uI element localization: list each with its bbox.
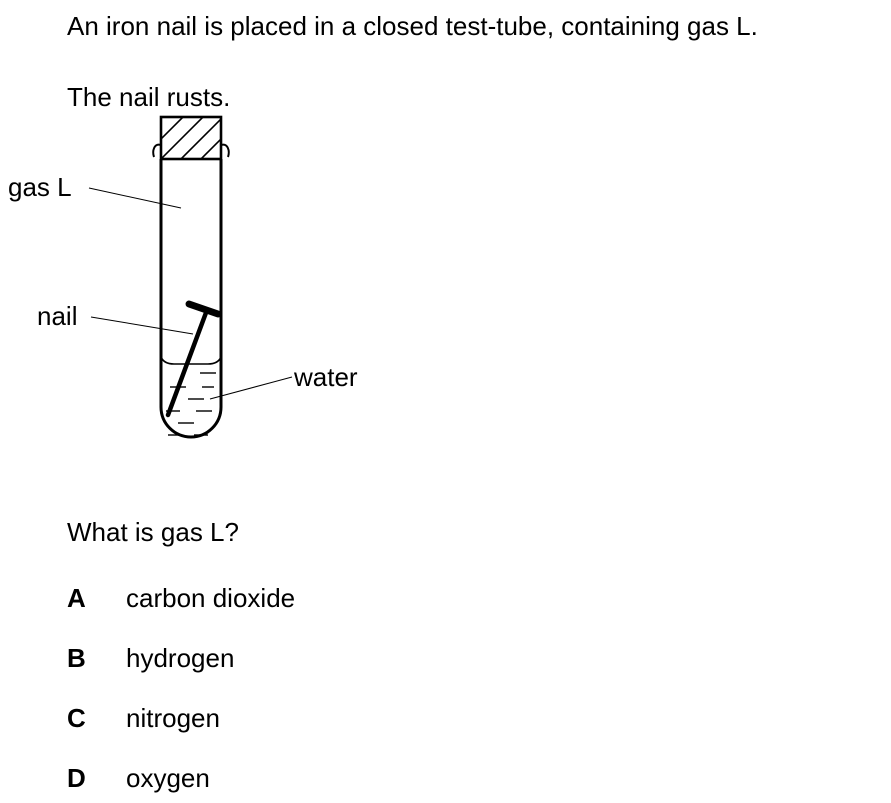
option-c-letter: C xyxy=(67,703,86,733)
stopper xyxy=(141,117,243,159)
nail-label: nail xyxy=(37,301,78,331)
label-leaders xyxy=(89,188,292,399)
option-d-letter: D xyxy=(67,763,86,793)
water-label: water xyxy=(294,362,358,392)
question-observation: The nail rusts. xyxy=(67,82,231,112)
option-a-text: carbon dioxide xyxy=(126,583,296,613)
test-tube xyxy=(161,159,221,437)
question-intro: An iron nail is placed in a closed test-tube, containing gas L. xyxy=(67,11,758,41)
gas-label: gas L xyxy=(8,172,72,202)
test-tube-diagram xyxy=(0,105,420,455)
option-b-letter: B xyxy=(67,643,86,673)
option-a-letter: A xyxy=(67,583,86,613)
option-b-text: hydrogen xyxy=(126,643,235,673)
option-c-text: nitrogen xyxy=(126,703,220,733)
question-prompt: What is gas L? xyxy=(67,517,239,547)
option-d-text: oxygen xyxy=(126,763,210,793)
